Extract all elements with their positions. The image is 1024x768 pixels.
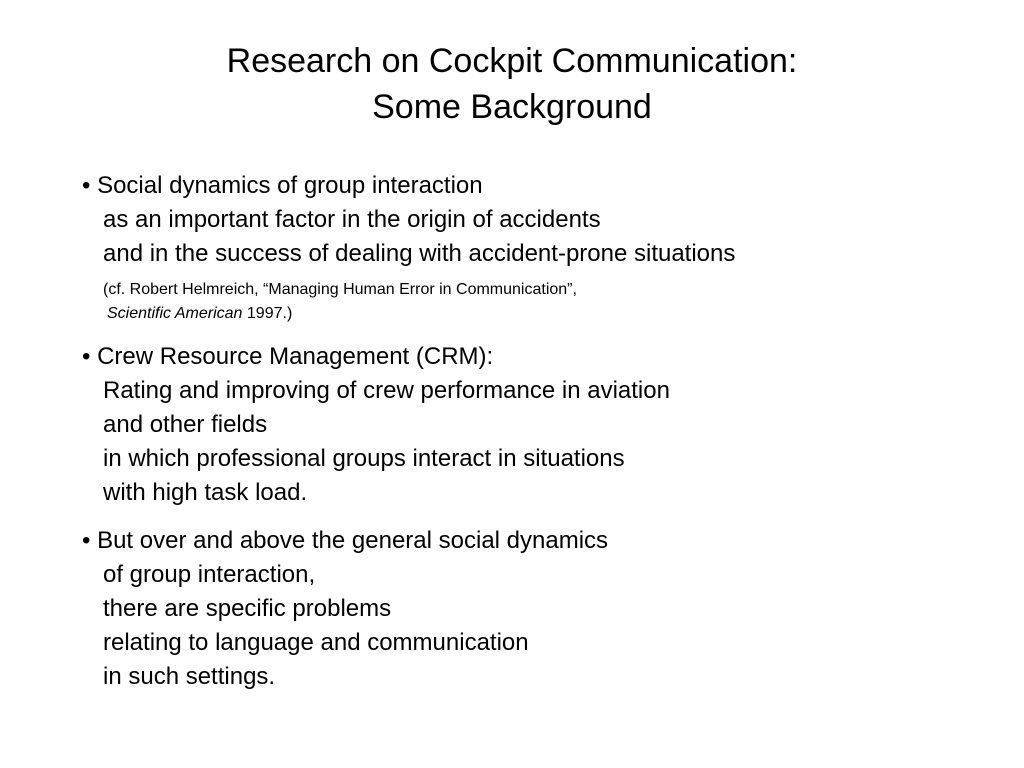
bullet-line: • Crew Resource Management (CRM):: [82, 343, 494, 370]
bullet-line: as an important factor in the origin of accidents: [103, 206, 601, 233]
slide-body: [82, 169, 1002, 694]
slide-title-line-1: Research on Cockpit Communication:: [226, 42, 798, 80]
citation-journal: Scientific American: [107, 305, 243, 322]
citation: [82, 278, 1002, 326]
slide-title: [0, 38, 1024, 130]
bullet-line: and other fields: [103, 411, 268, 438]
citation-line-1: (cf. Robert Helmreich, “Managing Human Error in Communication”,: [103, 281, 577, 298]
bullet-line: in which professional groups interact in situations: [103, 445, 625, 472]
bullet-line: with high task load.: [103, 479, 308, 506]
bullet-line: there are specific problems: [103, 595, 392, 622]
bullet-language-problems: [82, 524, 1002, 694]
bullet-social-dynamics: [82, 169, 1002, 326]
bullet-line: • But over and above the general social dynamics: [82, 527, 609, 554]
citation-line-2: [103, 302, 1002, 326]
slide-title-line-2: Some Background: [372, 88, 652, 126]
bullet-line: in such settings.: [103, 663, 276, 690]
bullet-line: relating to language and communication: [103, 629, 529, 656]
bullet-line: Rating and improving of crew performance in aviation: [103, 377, 670, 404]
bullet-line: of group interaction,: [103, 561, 316, 588]
citation-year: 1997.): [242, 305, 293, 322]
bullet-crm: [82, 340, 1002, 510]
bullet-line: • Social dynamics of group interaction: [82, 172, 483, 199]
bullet-line: and in the success of dealing with accident-prone situations: [103, 240, 736, 267]
